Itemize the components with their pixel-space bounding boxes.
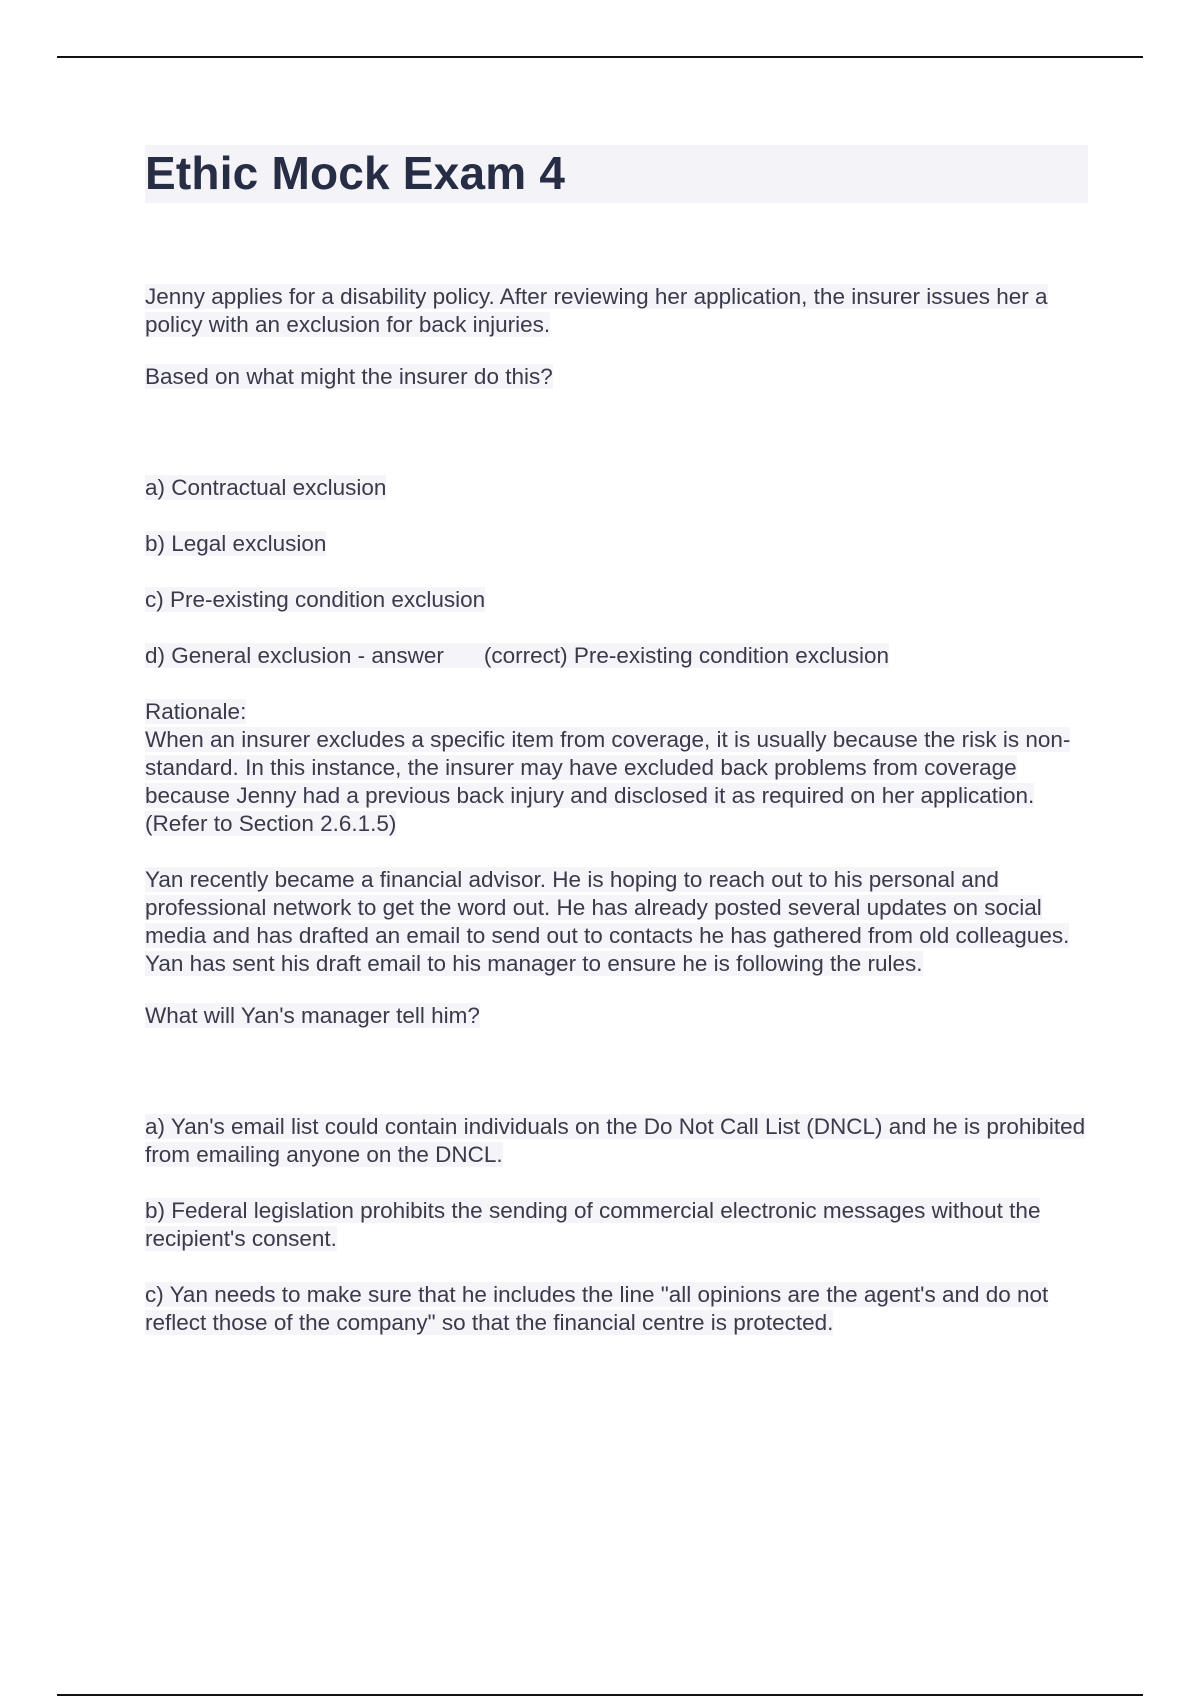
question-2	[145, 866, 1090, 1337]
question-2-stem	[145, 866, 1090, 978]
question-1-rationale: When an insurer excludes a specific item from coverage, it is usually because the risk is non-standard. In this instance, the insurer may have excluded back problems from coverage because Jenny had a previous back injury and disclosed it as required on her application. (Refer to Section 2.6.1.5)	[145, 727, 1071, 836]
question-1-option-d-text: d) General exclusion - answer	[145, 643, 444, 668]
question-1-prompt	[145, 363, 1090, 391]
question-1-option-b: b) Legal exclusion	[145, 531, 327, 556]
top-rule	[57, 56, 1143, 58]
bottom-rule	[57, 1694, 1143, 1696]
question-2-option-c: c) Yan needs to make sure that he includes the line "all opinions are the agent's and do not reflect those of the company" so that the financial centre is protected.	[145, 1282, 1049, 1335]
question-1-option-c: c) Pre-existing condition exclusion	[145, 587, 486, 612]
question-1-option-d	[145, 642, 1090, 670]
page-title: Ethic Mock Exam 4	[145, 147, 566, 199]
question-1-answer: (correct) Pre-existing condition exclusion	[483, 643, 890, 668]
exam-content	[145, 283, 1090, 1337]
question-2-stem-text: Yan recently became a financial advisor. He is hoping to reach out to his personal and professional network to get the word out. He has already posted several updates on social media and has drafted an email to send out to contacts he has gathered from old colleagues. Yan has sent his draft email to his manager to ensure he is following the rules.	[145, 867, 1070, 976]
question-1	[145, 283, 1090, 838]
question-2-prompt-text: What will Yan's manager tell him?	[145, 1003, 480, 1028]
question-1-stem	[145, 283, 1090, 339]
question-1-stem-text: Jenny applies for a disability policy. After reviewing her application, the insurer issues her a policy with an exclusion for back injuries.	[145, 284, 1048, 337]
question-1-option-a: a) Contractual exclusion	[145, 475, 387, 500]
question-2-prompt	[145, 1002, 1090, 1030]
question-2-option-a: a) Yan's email list could contain individuals on the Do Not Call List (DNCL) and he is prohibited from emailing anyone on the DNCL.	[145, 1114, 1086, 1167]
question-1-rationale-label: Rationale:	[145, 699, 247, 724]
question-1-prompt-text: Based on what might the insurer do this?	[145, 364, 553, 389]
question-2-option-b: b) Federal legislation prohibits the sending of commercial electronic messages without the recipient's consent.	[145, 1198, 1041, 1251]
